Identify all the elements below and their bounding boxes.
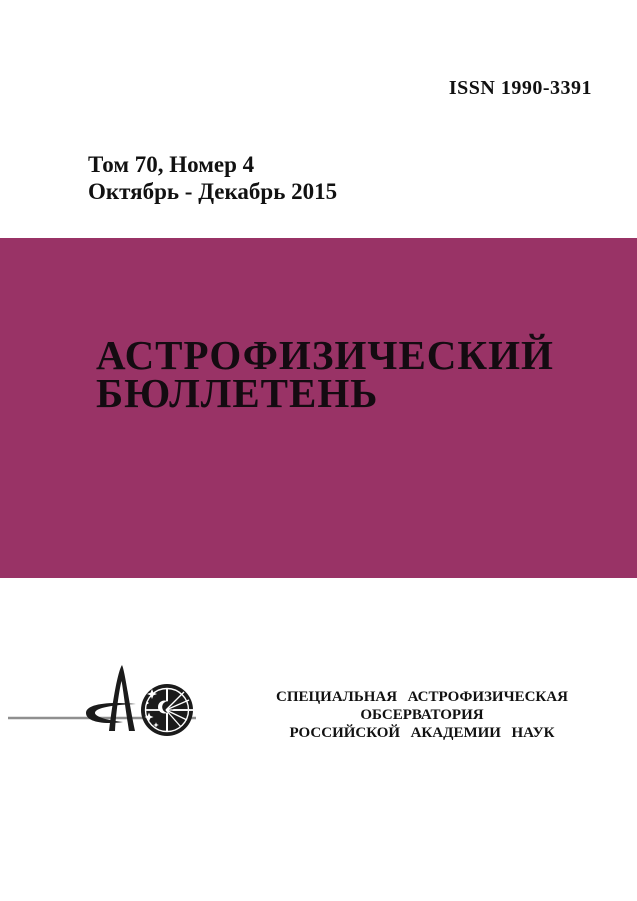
volume-info	[88, 151, 337, 205]
publisher-line2: РОССИЙСКОЙ АКАДЕМИИ НАУК	[289, 725, 555, 741]
logo-letter-a	[109, 665, 135, 731]
logo-letter-o	[141, 684, 193, 736]
volume-number-line: Том 70, Номер 4	[88, 152, 255, 177]
sao-logo-svg	[0, 658, 210, 738]
issn-label: ISSN 1990-3391	[448, 77, 592, 99]
title-banner	[0, 238, 637, 578]
issue-date-line: Октябрь - Декабрь 2015	[88, 179, 338, 204]
journal-title	[96, 332, 554, 416]
publisher-line1: СПЕЦИАЛЬНАЯ АСТРОФИЗИЧЕСКАЯ ОБСЕРВАТОРИЯ	[276, 689, 568, 723]
sao-ras-emblem-icon	[0, 658, 210, 738]
publisher-name	[212, 688, 632, 742]
journal-title-line2: БЮЛЛЕТЕНЬ	[96, 370, 379, 416]
journal-title-line1: АСТРОФИЗИЧЕСКИЙ	[96, 332, 554, 378]
